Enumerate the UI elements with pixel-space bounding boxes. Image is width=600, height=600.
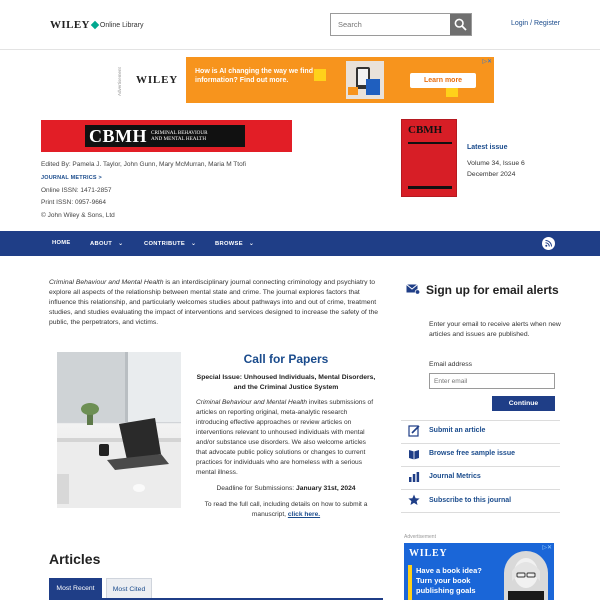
ad-decor-square [314,69,326,81]
latest-issue-link[interactable]: Latest issue [467,144,508,151]
sidebar-divider [401,489,560,490]
articles-heading: Articles [49,551,101,567]
logo-library-text: Online Library [99,21,144,29]
submit-article-link[interactable]: Submit an article [429,427,486,434]
call-for-papers [196,352,376,520]
ad-headline: How is AI changing the way we find information? Find out more. [195,68,313,84]
sidebar-divider [401,420,560,421]
sidebar-ad-decor [408,565,412,600]
cover-title: CBMH [408,124,443,136]
journal-metrics-link[interactable]: JOURNAL METRICS > [41,174,102,181]
latest-issue-info [467,142,525,180]
call-for-papers-image [57,352,181,508]
cfp-deadline-label: Deadline for Submissions: [216,485,297,492]
copyright: © John Wiley & Sons, Ltd [41,212,115,220]
journal-logo-plate [85,125,245,147]
cfp-body-text: invites submissions of articles on reporting original, meta-analytic research introducing effective approaches or review articles on interventions relevant to unhoused individuals with mental and/or substance use disorders. We also welcome articles that advocate public policy solutions or changes to current practices for individuals who are homeless with a serious mental illness. [196,399,374,476]
cfp-journal-name: Criminal Behaviour and Mental Health [196,399,308,406]
tab-most-cited[interactable]: Most Cited [106,578,152,599]
nav-browse[interactable] [215,240,254,247]
search-icon [454,18,467,31]
signup-description: Enter your email to receive alerts when new articles and issues are published. [429,321,561,338]
journal-name-line2: AND MENTAL HEALTH [151,136,207,142]
journal-logo[interactable] [41,120,292,152]
wiley-online-library-logo[interactable] [50,19,143,31]
search-input[interactable] [331,14,451,35]
sidebar-divider [401,443,560,444]
cfp-click-here-link[interactable]: click here. [287,511,321,518]
ad-choices-icon[interactable]: ▷✕ [482,59,492,65]
sidebar-ad-image [504,551,548,600]
search-box [330,13,472,36]
intro-text: is an interdisciplinary journal connecting criminology and psychiatry to explore all aspects of the relationship between mental state and crime. The journal explores factors that influence this relationship, and particularly welcomes studies about pathways into and out of crime, treatment studies, and studies evaluating the impact of interventions and services designed to increase the safety of the public, the perpetrators, and victims. [49,279,379,326]
journal-meta [41,159,246,223]
rss-button[interactable] [542,237,555,250]
journal-name-line1: CRIMINAL BEHAVIOUR [151,130,208,136]
nav-about[interactable] [90,240,123,247]
journal-editors: Edited By: Pamela J. Taylor, John Gunn, Mary McMurran, Maria M Ttofi [41,161,246,168]
chevron-down-icon: ⌄ [191,241,197,247]
sidebar-divider [401,466,560,467]
sidebar-ad[interactable] [404,543,554,600]
tab-most-recent[interactable]: Most Recent [49,578,102,599]
subscribe-icon [408,494,420,506]
search-button[interactable] [450,14,471,35]
free-sample-issue-link[interactable]: Browse free sample issue [429,450,515,457]
sidebar-ad-text: Have a book idea? Turn your book publishing goals [416,566,482,595]
ad-banner[interactable] [128,57,494,103]
logo-wiley-text: WILEY [50,19,90,31]
sidebar-divider [401,512,560,513]
cover-rule [408,142,452,144]
subscribe-link[interactable]: Subscribe to this journal [429,497,512,504]
journal-description [49,278,379,328]
latest-issue-cover[interactable] [401,119,457,197]
signup-title: Sign up for email alerts [426,283,559,297]
ad-image [346,61,384,99]
journal-full-name [151,130,208,142]
chevron-down-icon: ⌄ [118,241,124,247]
issue-volume: Volume 34, Issue 6 [467,160,525,167]
journal-metrics-link[interactable]: Journal Metrics [429,473,481,480]
site-header [0,0,600,50]
chevron-down-icon: ⌄ [248,241,255,247]
ad-choices-icon[interactable]: ▷✕ [542,545,552,551]
journal-abbr: CBMH [89,125,147,146]
cfp-deadline-date: January 31st, 2024 [296,485,356,492]
ad-wiley-logo: WILEY [128,57,186,103]
email-field[interactable] [429,373,555,389]
cfp-title: Call for Papers [243,352,329,366]
sidebar-ad-wiley-logo: WILEY [409,548,448,559]
email-alert-icon [406,283,420,295]
metrics-icon [408,471,420,483]
nav-browse-label: BROWSE [215,241,243,247]
submit-article-icon [408,425,420,437]
ad-learn-more-button[interactable]: Learn more [410,73,476,88]
print-issn: Print ISSN: 0957-9664 [41,199,107,207]
cfp-body [196,398,376,478]
email-label: Email address [429,361,473,368]
cfp-read-text: To read the full call, including details on how to submit a manuscript, [204,501,368,518]
cfp-subtitle: Special Issue: Unhoused Individuals, Mental Disorders, and the Criminal Justice System [196,374,376,391]
nav-home[interactable] [52,240,71,246]
cfp-deadline [196,485,376,492]
rss-icon [542,237,555,250]
cover-rule [408,186,452,189]
nav-contribute-label: CONTRIBUTE [144,241,185,247]
nav-home-label: HOME [52,240,71,246]
advertisement-label: Advertisement [117,67,122,97]
nav-contribute[interactable] [144,240,196,247]
login-register-link[interactable]: Login / Register [511,20,561,27]
sample-issue-icon [408,448,420,460]
cfp-read-more [196,500,376,520]
intro-journal-title: Criminal Behaviour and Mental Health [49,279,164,286]
issue-date: December 2024 [467,171,516,178]
sidebar-advertisement-label: Advertisement [404,534,436,540]
journal-nav [0,231,600,256]
online-issn: Online ISSN: 1471-2857 [41,186,112,194]
nav-about-label: ABOUT [90,241,113,247]
continue-button[interactable]: Continue [492,396,555,411]
logo-mark-icon [91,21,99,29]
